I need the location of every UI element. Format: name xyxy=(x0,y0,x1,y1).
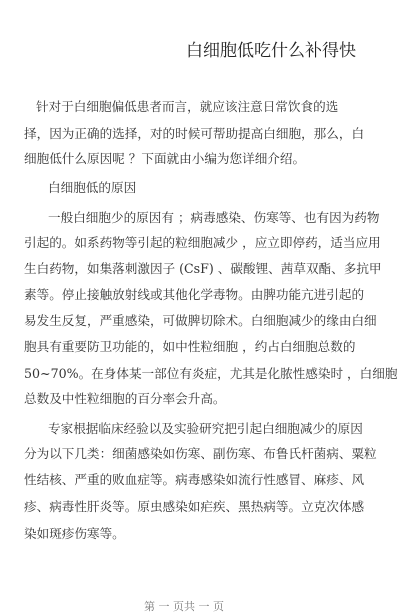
paragraph-line: 染如斑疹伤寒等。 xyxy=(24,526,125,541)
paragraph-line: 针对于白细胞偏低患者而言，就应该注意日常饮食的选 xyxy=(36,99,339,114)
paragraph-line: 一般白细胞少的原因有 ；病毒感染、伤寒等、也有因为药物 xyxy=(48,210,380,225)
paragraph-line: 细胞低什么原因呢 ？下面就由小编为您详细介绍。 xyxy=(24,151,306,166)
paragraph-line: 性结核、严重的败血症等。病毒感染如流行性感冒、麻疹、风 xyxy=(24,472,365,487)
paragraph-line: 择，因为正确的选择，对的时候可帮助提高白细胞，那么，白 xyxy=(24,126,365,141)
paragraph-line: 易发生反复，严重感染，可做脾切除术。白细胞减少的缘由白细 xyxy=(24,313,377,328)
paragraph-line: 生白药物，如集落刺激因子 (CsF) 、碳酸锂、茜草双酯、多抗甲 xyxy=(24,261,382,276)
paragraph-line: 引起的。如系药物等引起的粒细胞减少 ，应立即停药，适当应用 xyxy=(24,235,381,250)
paragraph-line: 专家根据临床经验以及实验研究把引起白细胞减少的原因 xyxy=(48,421,363,436)
paragraph-line: 分为以下几类：细菌感染如伤寒、副伤寒、布鲁氏杆菌病、粟粒 xyxy=(24,446,377,461)
paragraph-line: 总数及中性粒细胞的百分率会升高。 xyxy=(24,391,226,406)
paragraph-line: 胞具有重要防卫功能的，如中性粒细胞 ，约占白细胞总数的 xyxy=(24,339,356,354)
paragraph-line: 素等。停止接触放射线或其他化学毒物。由脾功能亢进引起的 xyxy=(24,287,365,302)
paragraph-line: 50~70%。在身体某一部位有炎症，尤其是化脓性感染时 ，白细胞 xyxy=(24,366,398,381)
paragraph-line: 疹、病毒性肝炎等。原虫感染如疟疾、黑热病等。立克次体感 xyxy=(24,499,365,514)
section-heading: 白细胞低的原因 xyxy=(48,180,137,195)
page-footer: 第 一 页共 一 页 xyxy=(144,600,224,613)
page-title: 白细胞低吃什么补得快 xyxy=(186,41,356,61)
